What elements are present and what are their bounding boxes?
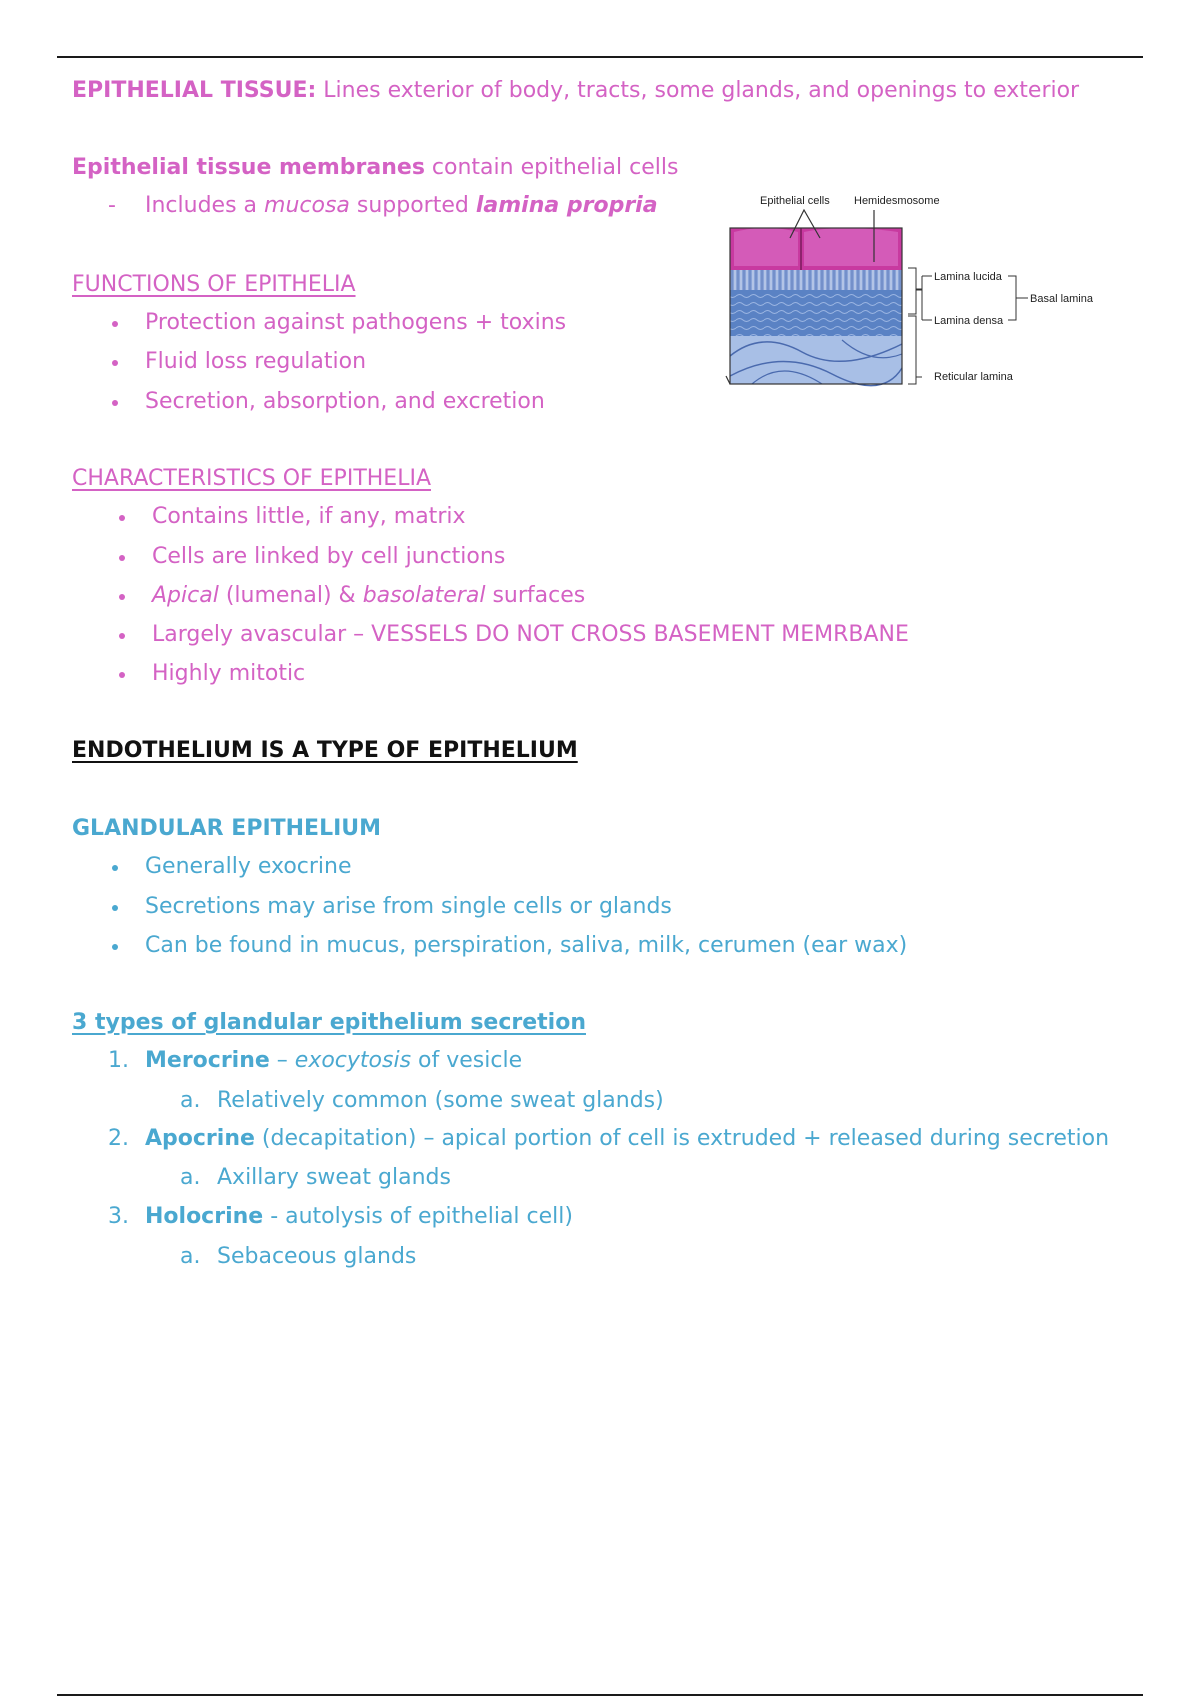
characteristic-item-4: Largely avascular – VESSELS DO NOT CROSS BASEMENT MEMRBANE [152, 622, 909, 647]
membranes-heading: Epithelial tissue membranes [72, 155, 425, 180]
apical-term: Apical [152, 583, 219, 608]
mucosa-term: mucosa [264, 193, 350, 218]
holocrine-text: - autolysis of epithelial cell) [263, 1204, 573, 1229]
type-item-3 [145, 1202, 573, 1232]
characteristics-heading: CHARACTERISTICS OF EPITHELIA [72, 466, 431, 491]
bullet [119, 633, 125, 639]
bullet [112, 360, 118, 366]
function-item-2: Fluid loss regulation [145, 349, 367, 374]
glandular-item-2: Secretions may arise from single cells or glands [145, 894, 672, 919]
basement-membrane-diagram [722, 180, 1114, 412]
type-sub-1: Relatively common (some sweat glands) [217, 1088, 664, 1113]
membranes-dash: - [108, 193, 116, 218]
mucosa-text-c: supported [349, 193, 476, 218]
bottom-rule [57, 1694, 1143, 1696]
reticular-lamina-label: Reticular lamina [934, 371, 1013, 383]
apocrine-term: Apocrine [145, 1126, 255, 1151]
sub-letter-3: a. [180, 1244, 201, 1269]
lamina-densa-label: Lamina densa [934, 315, 1004, 327]
type-number-1: 1. [108, 1048, 129, 1073]
type-item-2 [145, 1124, 1109, 1154]
glandular-item-1: Generally exocrine [145, 854, 352, 879]
characteristic-item-5: Highly mitotic [152, 661, 306, 686]
merocrine-text: of vesicle [411, 1048, 523, 1073]
sub-letter-1: a. [180, 1088, 201, 1113]
epithelial-tissue-text: Lines exterior of body, tracts, some glands, and openings to exterior [316, 78, 1080, 103]
lamina-densa-layer [730, 290, 902, 336]
bullet [112, 865, 118, 871]
top-rule [57, 56, 1143, 58]
lamina-propria-term: lamina propria [475, 193, 658, 218]
basal-lamina-label: Basal lamina [1030, 293, 1093, 305]
epithelial-tissue-line [72, 76, 1079, 106]
surfaces-text: surfaces [485, 583, 586, 608]
hemidesmosome-label: Hemidesmosome [854, 195, 940, 207]
characteristic-item-1: Contains little, if any, matrix [152, 504, 466, 529]
types-heading: 3 types of glandular epithelium secretion [72, 1010, 586, 1035]
merocrine-term: Merocrine [145, 1048, 270, 1073]
type-sub-2: Axillary sweat glands [217, 1165, 451, 1190]
function-item-1: Protection against pathogens + toxins [145, 310, 567, 335]
exocytosis-term: exocytosis [294, 1048, 412, 1073]
functions-heading: FUNCTIONS OF EPITHELIA [72, 272, 356, 297]
epithelial-cells-label: Epithelial cells [760, 195, 830, 207]
membranes-line [72, 153, 678, 183]
bullet [119, 672, 125, 678]
type-item-1 [145, 1046, 522, 1076]
merocrine-dash: – [269, 1048, 295, 1073]
apocrine-text: (decapitation) – apical portion of cell is extruded + released during secretion [254, 1126, 1110, 1151]
characteristic-item-2: Cells are linked by cell junctions [152, 544, 506, 569]
lamina-lucida-label: Lamina lucida [934, 271, 1002, 283]
endothelium-heading: ENDOTHELIUM IS A TYPE OF EPITHELIUM [72, 738, 578, 763]
lamina-lucida-layer [730, 270, 902, 290]
type-number-3: 3. [108, 1204, 129, 1229]
bullet [112, 905, 118, 911]
type-number-2: 2. [108, 1126, 129, 1151]
epithelial-tissue-heading: EPITHELIAL TISSUE: [72, 78, 317, 103]
glandular-item-3: Can be found in mucus, perspiration, saliva, milk, cerumen (ear wax) [145, 933, 908, 958]
bullet [112, 321, 118, 327]
bullet [119, 594, 125, 600]
glandular-heading: GLANDULAR EPITHELIUM [72, 816, 382, 841]
bullet [119, 515, 125, 521]
mucosa-line [145, 191, 658, 221]
sub-letter-2: a. [180, 1165, 201, 1190]
bullet [112, 400, 118, 406]
bullet [119, 555, 125, 561]
type-sub-3: Sebaceous glands [217, 1244, 417, 1269]
membranes-text: contain epithelial cells [424, 155, 679, 180]
bullet [112, 944, 118, 950]
holocrine-term: Holocrine [145, 1204, 264, 1229]
lumenal-text: (lumenal) & [218, 583, 363, 608]
basolateral-term: basolateral [362, 583, 486, 608]
mucosa-text-a: Includes a [145, 193, 265, 218]
characteristic-item-3 [152, 581, 585, 611]
function-item-3: Secretion, absorption, and excretion [145, 389, 545, 414]
